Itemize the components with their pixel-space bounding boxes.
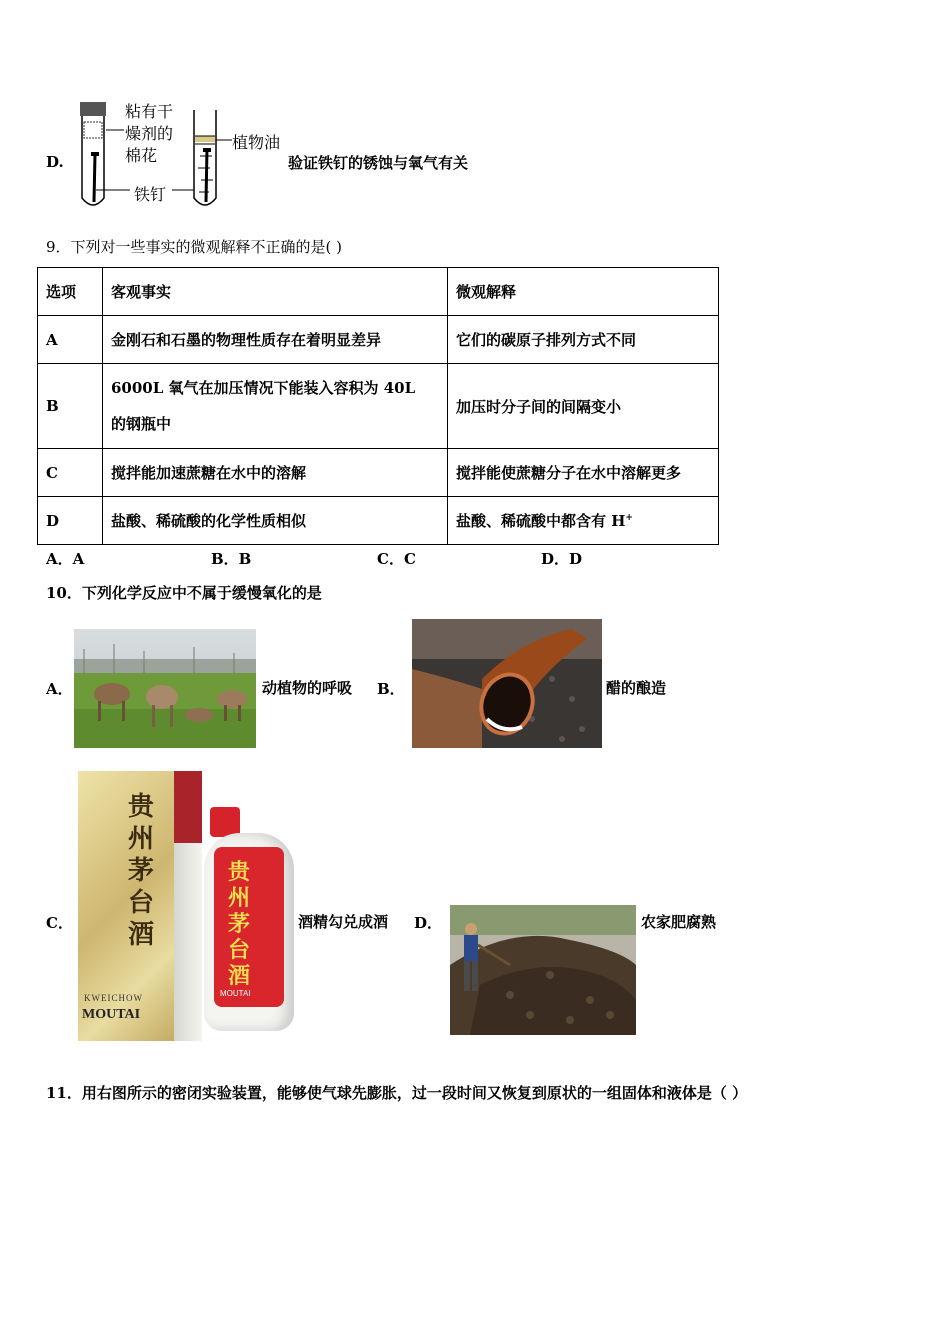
table-row: C 搅拌能加速蔗糖在水中的溶解 搅拌能使蔗糖分子在水中溶解更多 xyxy=(38,449,719,497)
header-fact: 客观事实 xyxy=(103,268,448,316)
desiccant-label: 粘有干 燥剂的 棉花 xyxy=(125,102,174,165)
q10-option-a-text: 动植物的呼吸 xyxy=(262,679,353,697)
header-explain: 微观解释 xyxy=(448,268,719,316)
moutai-photo xyxy=(78,771,296,1041)
q10-option-c-letter[interactable]: C． xyxy=(46,914,73,932)
moutai-box-title: 贵州茅台酒 xyxy=(128,792,155,950)
q10-option-a-letter[interactable]: A． xyxy=(46,680,73,698)
q11-stem: 11．用右图所示的密闭实验装置，能够使气球先膨胀，过一段时间又恢复到原状的一组固体和液体是（ ） xyxy=(46,1084,748,1102)
nail-label: 铁钉 xyxy=(134,185,167,204)
table-header-row xyxy=(38,268,719,316)
nail-2 xyxy=(206,148,207,202)
moutai-bottle-title: 贵州茅台酒 xyxy=(228,859,251,989)
q9-stem: 9．下列对一些事实的微观解释不正确的是( ) xyxy=(46,238,343,256)
table-row: B 6000L 氧气在加压情况下能装入容积为 40L 的钢瓶中 加压时分子间的间隔变小 xyxy=(38,364,719,449)
stopper xyxy=(80,102,106,116)
q9-choice-d[interactable]: D．D xyxy=(541,550,583,568)
moutai-bottle-en: MOUTAI xyxy=(220,989,251,998)
header-option: 选项 xyxy=(38,268,103,316)
option-d-letter: D. xyxy=(46,153,64,171)
q9-table xyxy=(37,267,719,545)
q10-option-c-text: 酒精勾兑成酒 xyxy=(298,913,389,931)
q9-choice-b[interactable]: B．B xyxy=(211,550,252,568)
q10-stem: 10．下列化学反应中不属于缓慢氧化的是 xyxy=(46,584,322,602)
table-row: D 盐酸、稀硫酸的化学性质相似 盐酸、稀硫酸中都含有 H+ xyxy=(38,497,719,545)
vinegar-photo xyxy=(412,619,602,748)
option-d-text: 验证铁钉的锈蚀与氧气有关 xyxy=(288,154,469,172)
deer-photo xyxy=(74,629,256,748)
q9-choice-c[interactable]: C．C xyxy=(377,550,416,568)
q10-option-d-text: 农家肥腐熟 xyxy=(641,913,717,931)
compost-photo xyxy=(450,905,636,1035)
q10-option-b-text: 醋的酿造 xyxy=(606,679,667,697)
oil-label: 植物油 xyxy=(232,133,281,152)
table-row: A 金刚石和石墨的物理性质存在着明显差异 它们的碳原子排列方式不同 xyxy=(38,316,719,364)
q10-option-b-letter[interactable]: B． xyxy=(377,680,405,698)
moutai-box-en2: MOUTAI xyxy=(82,1007,141,1022)
q9-choice-a[interactable]: A．A xyxy=(46,550,85,568)
test-tube-diagram xyxy=(72,98,292,213)
oil-layer xyxy=(195,136,215,142)
q10-option-d-letter[interactable]: D． xyxy=(414,914,443,932)
moutai-box-en1: KWEICHOW xyxy=(84,993,143,1003)
nail-1 xyxy=(94,154,95,202)
cotton xyxy=(84,122,102,138)
